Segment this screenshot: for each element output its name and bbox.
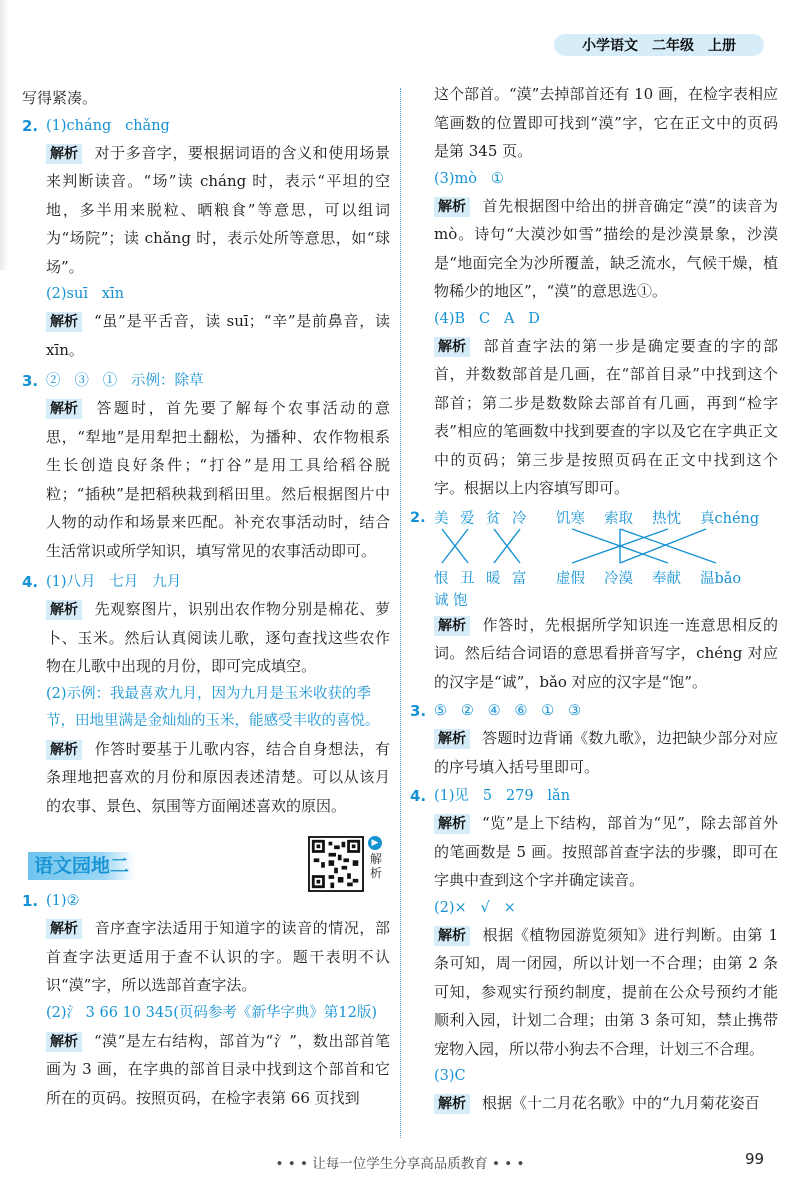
word-top-left-2: 贫 — [486, 510, 501, 527]
left-q4-answer-1 — [22, 569, 390, 595]
explanation-text: 先观察图片，识别出农作物分别是棉花、萝卜、玉米。然后认真阅读儿歌，逐句查找这些农作物在儿歌中出现的月份，即可完成填空。 — [46, 600, 390, 675]
right-q4-answer-3: (3)C — [434, 1068, 466, 1084]
question-number: 3. — [22, 372, 39, 390]
matching-exercise — [410, 503, 778, 611]
section-q1-explanation-1 — [22, 914, 390, 1000]
section-q1-explanation-2 — [22, 1027, 390, 1113]
left-column — [22, 84, 390, 1112]
word-bottom-left-3: 富 — [512, 570, 527, 587]
right-answer-4: (4)B C A D — [434, 310, 540, 327]
explanation-text: 音序查字法适用于知道字的读音的情况，部首查字法更适用于查不认识的字。题干表明不认识“漠”字，所以选部首查字法。 — [46, 919, 390, 994]
qr-label: 解析 — [370, 852, 383, 880]
right-q2-explanation — [410, 611, 778, 697]
answer-text: ② ③ ① 示例：除草 — [46, 373, 204, 389]
right-q4-answer-2: (2)× √ × — [434, 899, 516, 916]
jiexi-label: 解析 — [434, 926, 470, 946]
word-bottom-right-3: 温bǎo — [700, 570, 742, 587]
jiexi-label: 解析 — [46, 600, 82, 620]
left-q3-answer — [22, 368, 390, 394]
left-q2-explanation-1 — [22, 139, 390, 282]
answer-text: ⑤ ② ④ ⑥ ① ③ — [434, 703, 582, 719]
jiexi-label: 解析 — [434, 729, 470, 749]
explanation-text: 作答时要基于儿歌内容，结合自身想法，有条理地把喜欢的月份和原因表述清楚。可以从该月的农事、景色、氛围等方面阐述喜欢的原因。 — [46, 739, 390, 815]
left-q2-answer-1 — [22, 113, 390, 139]
footer-slogan: • • • 让每一位学生分享高品质教育 • • • — [275, 1156, 525, 1172]
question-number: 3. — [410, 702, 427, 720]
word-top-left-0: 美 — [434, 510, 449, 527]
explanation-text: 作答时，先根据所学知识连一连意思相反的词。然后结合词语的意思看拼音写字，chéng 对应的汉字是“诚”，bǎo 对应的汉字是“饱”。 — [434, 615, 778, 691]
left-q4-answer-2: (2)示例：我最喜欢九月，因为九月是玉米收获的季节，田地里满是金灿灿的玉米，能感受丰收的喜悦。 — [46, 685, 380, 729]
jiexi-label: 解析 — [434, 1094, 470, 1114]
right-q3-answer — [410, 698, 778, 724]
left-q3-explanation — [22, 394, 390, 565]
right-q4-answer-1 — [410, 783, 778, 809]
explanation-text: 部首查字法的第一步是确定要查的字的部首，并数数部首是几画，在“部首目录”中找到这个部首；第二步是数数除去部首有几画，再到“检字表”相应的笔画数中找到要查的字以及它在字典正文中的页码；第三步是按照页码在正文中找到这个字。根据以上内容填写即可。 — [434, 336, 778, 497]
section-title: 语文园地二 — [28, 852, 135, 880]
qr-code-icon[interactable] — [308, 836, 364, 892]
section-banner — [22, 838, 390, 888]
left-q4-explanation-1 — [22, 595, 390, 681]
left-q4-explanation-2 — [22, 735, 390, 821]
word-bottom-left-2: 暖 — [486, 570, 501, 587]
right-continuation: 这个部首。“漠”去掉部首还有 10 画，在检字表相应笔画数的位置即可找到“漠”字，它在正文中的页码是第 345 页。 — [434, 85, 778, 160]
question-number: 2. — [410, 509, 426, 526]
word-top-left-3: 冷 — [512, 510, 527, 527]
word-top-left-1: 爱 — [460, 510, 475, 527]
header-subject: 小学语文 — [582, 38, 638, 54]
word-bottom-right-1: 冷漠 — [604, 570, 633, 587]
question-number: 2. — [22, 116, 39, 135]
right-q4-explanation-1 — [410, 809, 778, 895]
question-number: 1. — [22, 892, 39, 910]
explanation-text: “览”是上下结构，部首为“见”，除去部首外的笔画数是 5 画。按照部首查字法的步骤，即可在字典中查到这个字并确定读音。 — [434, 814, 778, 889]
header-grade: 二年级 — [652, 38, 694, 54]
right-column — [410, 80, 778, 1118]
word-top-right-0: 饥寒 — [556, 510, 585, 527]
word-top-right-3: 真chéng — [700, 510, 760, 527]
explanation-text: 根据《植物园游览须知》进行判断。由第 1 条可知，周一闭园，所以计划一不合理；由第 2 条可知，参观实行预约制度，提前在公众号预约才能顺利入园，计划二合理；由第 3 条可知，禁止携带宠物入园，所以带小狗去不合理，计划三不合理。 — [434, 925, 778, 1058]
jiexi-label: 解析 — [434, 616, 470, 636]
column-divider — [400, 88, 401, 1138]
jiexi-label: 解析 — [46, 399, 82, 419]
answer-text: (1)见 5 279 lǎn — [434, 788, 571, 804]
right-explanation-3 — [410, 192, 778, 306]
play-icon[interactable]: ▶ — [368, 836, 382, 850]
section-q1-answer-2: (2)氵 3 66 10 345(页码参考《新华字典》第12版) — [46, 1004, 378, 1021]
word-top-right-1: 索取 — [604, 510, 633, 527]
jiexi-label: 解析 — [46, 1032, 82, 1052]
jiexi-label: 解析 — [434, 197, 470, 217]
word-bottom-right-0: 虚假 — [556, 570, 585, 587]
explanation-text: 根据《十二月花名歌》中的“九月菊花姿百 — [482, 1094, 760, 1112]
right-explanation-4 — [410, 332, 778, 503]
question-number: 4. — [22, 573, 39, 591]
right-q4-explanation-3 — [410, 1089, 778, 1118]
explanation-text: “漠”是左右结构，部首为“氵”，数出部首笔画为 3 画，在字典的部首目录中找到这个部首和它所在的页码。按照页码，在检字表第 66 页找到 — [46, 1031, 390, 1107]
answer-text: (1)八月 七月 九月 — [46, 574, 182, 590]
jiexi-label: 解析 — [434, 337, 470, 357]
jiexi-label: 解析 — [46, 312, 82, 332]
explanation-text: 答题时边背诵《数九歌》，边把缺少部分对应的序号填入括号里即可。 — [434, 729, 778, 776]
word-bottom-right-2: 奉献 — [652, 570, 681, 587]
answer-text: (1)② — [46, 893, 80, 909]
left-q2-answer-2: (2)suī xīn — [46, 286, 124, 302]
page-edge-shadow — [0, 0, 8, 270]
word-bottom-left-0: 恨 — [434, 570, 449, 587]
word-bottom-left-1: 丑 — [460, 570, 475, 587]
extra-answer: 诚 饱 — [434, 592, 468, 609]
right-answer-3: (3)mò ① — [434, 170, 504, 187]
jiexi-label: 解析 — [434, 814, 470, 834]
right-q3-explanation — [410, 724, 778, 781]
left-intro: 写得紧凑。 — [22, 89, 98, 107]
answer-text: (1)cháng chǎng — [46, 117, 170, 134]
header-volume: 上册 — [708, 38, 736, 54]
header-tag — [554, 34, 764, 56]
explanation-text: “虽”是平舌音，读 suī；“辛”是前鼻音，读 xīn。 — [46, 312, 390, 359]
word-top-right-2: 热忱 — [652, 510, 681, 527]
right-q4-explanation-2 — [410, 921, 778, 1064]
explanation-text: 答题时，首先要了解每个农事活动的意思，“犁地”是用犁把土翻松，为播种、农作物根系生长创造良好条件；“打谷”是用工具给稻谷脱粒；“插秧”是把稻秧栽到稻田里。然后根据图片中人物的动作和场景来匹配。补充农事活动时，结合生活常识或所学知识，填写常见的农事活动即可。 — [46, 399, 390, 560]
page-number: 99 — [745, 1150, 765, 1168]
jiexi-label: 解析 — [46, 740, 82, 760]
jiexi-label: 解析 — [46, 919, 82, 939]
left-q2-explanation-2 — [22, 307, 390, 364]
explanation-text: 首先根据图中给出的拼音确定“漠”的读音为 mò。诗句“大漠沙如雪”描绘的是沙漠景象，沙漠是“地面完全为沙所覆盖，缺乏流水，气候干燥，植物稀少的地区”，“漠”的意思选①。 — [434, 196, 778, 300]
jiexi-label: 解析 — [46, 144, 82, 164]
explanation-text: 对于多音字，要根据词语的含义和使用场景来判断读音。“场”读 cháng 时，表示“平坦的空地，多半用来脱粒、晒粮食”等意思，可以组词为“场院”；读 chǎng 时，表示处所等意思，如“球场”。 — [46, 143, 390, 276]
question-number: 4. — [410, 787, 427, 805]
